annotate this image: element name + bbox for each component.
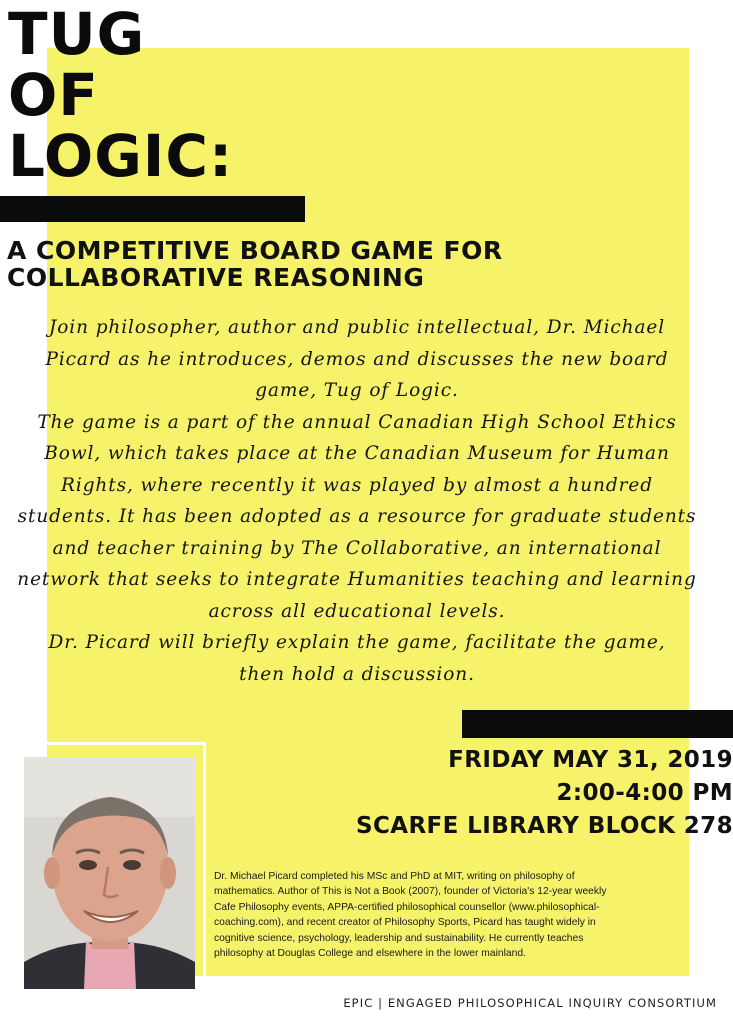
event-location: SCARFE LIBRARY BLOCK 278 [356,813,733,839]
organization-footer: EPIC | ENGAGED PHILOSOPHICAL INQUIRY CONSORTIUM [343,996,717,1010]
description-line: Picard as he introduces, demos and discusses the new board [45,348,669,370]
bio-line: philosophy at Douglas College and elsewhere in the lower mainland. [214,948,526,960]
description-line: Join philosopher, author and public intellectual, Dr. Michael [48,317,666,338]
speaker-portrait-icon [24,757,195,989]
bio-line: Dr. Michael Picard completed his MSc and PhD at MIT, writing on philosophy of [214,871,575,882]
event-description [0,312,714,690]
speaker-photo [24,757,195,989]
bio-line: Cafe Philosophy events, APPA-certified philosophical counsellor (www.philosophical- [214,901,600,913]
description-line: and teacher training by The Collaborative, an international [52,537,662,559]
poster-title [8,0,234,190]
description-line: then hold a discussion. [239,663,475,685]
poster-subtitle [7,237,503,291]
description-line: game, Tug of Logic. [255,380,459,401]
title-line: LOGIC: [8,122,234,190]
event-details [313,744,733,843]
description-line: network that seeks to integrate Humanities teaching and learning [17,569,697,590]
description-line: Dr. Picard will briefly explain the game, facilitate the game, [48,632,666,653]
event-time: 2:00-4:00 PM [556,780,733,806]
event-date: FRIDAY MAY 31, 2019 [448,747,733,773]
description-line: across all educational levels. [208,600,506,622]
bio-line: coaching.com), and recent creator of Philosophy Sports, Picard has taught widely in [214,917,596,929]
speaker-bio [214,869,689,961]
title-line: OF [8,61,99,129]
description-line: The game is a part of the annual Canadian High School Ethics [37,411,677,433]
bio-line: cognitive science, psychology, leadership and sustainability. He currently teaches [214,932,584,944]
subtitle-line: A COMPETITIVE BOARD GAME FOR [7,236,503,265]
description-line: Bowl, which takes place at the Canadian Museum for Human [44,443,670,464]
description-line: students. It has been adopted as a resource for graduate students [17,506,697,527]
event-divider-bar [462,710,733,738]
bio-line: mathematics. Author of This is Not a Book (2007), founder of Victoria's 12-year weekly [214,886,607,898]
description-line: Rights, where recently it was played by almost a hundred [61,474,653,496]
title-divider-bar [0,196,305,222]
subtitle-line: COLLABORATIVE REASONING [7,263,425,292]
title-line: TUG [8,0,146,68]
